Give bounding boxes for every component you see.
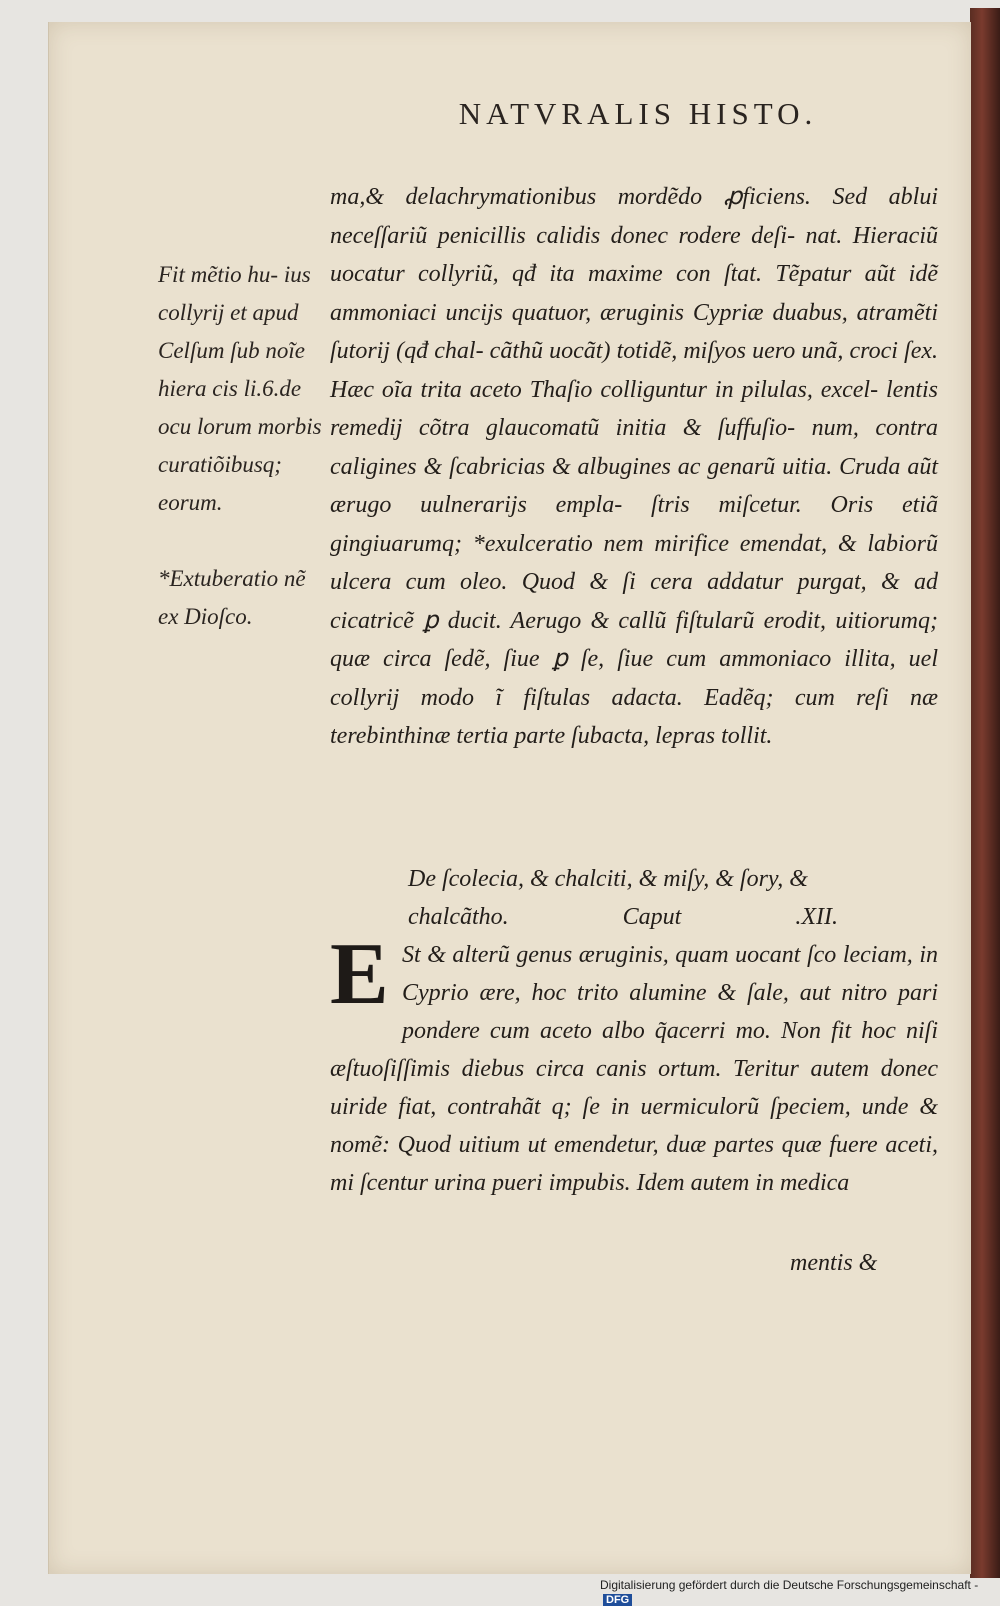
marginal-note-dioscorides: *Extuberatio nẽ ex Dioſco. bbox=[158, 566, 306, 629]
marginal-note-collyrium: Fit mẽtio hu- ius collyrij et apud Celſum ſub noĩe hiera cis li.6.de ocu lorum morbis curatiõibusq; eorum. bbox=[158, 262, 322, 515]
dfg-logo: DFG bbox=[603, 1594, 632, 1606]
caput-number: .XII. bbox=[795, 904, 838, 930]
chapter-body bbox=[330, 926, 938, 1202]
chapter-heading bbox=[408, 860, 938, 936]
caput-label: Caput bbox=[622, 904, 682, 930]
marginal-notes bbox=[158, 256, 328, 636]
chapter-body-text: St & alterũ genus æruginis, quam uocant ſco leciam, in Cyprio ære, hoc trito alumine & ſale, aut nitro pari pondere cum aceto albo q̃acerri mo. Non fit hoc niſi æſtuoſiſſimis diebus circa canis ortum. Teritur autem donec uiride fiat, contrahãt q; ſe in uermiculorũ ſpeciem, unde & nomẽ: Quod uitium ut emendetur, duæ partes quæ fuere aceti, mi ſcentur urina pueri impubis. Idem autem in medica bbox=[330, 942, 938, 1196]
digitization-credit bbox=[600, 1578, 1000, 1606]
running-head: NATVRALIS HISTO. bbox=[458, 96, 818, 131]
catchword: mentis & bbox=[790, 1250, 878, 1276]
credit-text: Digitalisierung gefördert durch die Deutsche Forschungsgemeinschaft - bbox=[600, 1578, 979, 1592]
drop-cap: E bbox=[330, 926, 389, 1023]
chapter-title-cont: chalcãtho. bbox=[408, 904, 509, 930]
chapter-caput-line bbox=[408, 898, 838, 936]
main-text-block: ma,& delachrymationibus mordẽdo ꝓficiens. Sed ablui neceſſariũ penicillis calidis donec rodere deſi- nat. Hieraciũ uocatur collyriũ, qđ ita maxime con ſtat. Tẽpatur aũt idẽ ammoniaci uncijs quatuor, æruginis Cypriæ duabus, atramẽti ſutorij (qđ chal- cãthũ uocãt) totidẽ, miſyos uero unã, croci ſex. Hæc oĩa trita aceto Thaſio colliguntur in pilulas, excel- lentis remedij cõtra glaucomatũ initia & ſuffuſio- num, contra caligines & ſcabricias & albugines ac genarũ uitia. Cruda aũt ærugo uulnerarijs empla- ſtris miſcetur. Oris etiã gingiuarumq; *exulceratio nem mirifice emendat, & labiorũ ulcera cum oleo. Quod & ſi cera addatur purgat, & ad cicatricẽ ꝑ ducit. Aerugo & callũ fiſtularũ erodit, uitiorumq; quæ circa ſedẽ, ſiue ꝑ ſe, ſiue cum ammoniaco illita, uel collyrij modo ĩ fiſtulas adacta. Eadẽq; cum reſi næ terebinthinæ tertia parte ſubacta, lepras tollit. bbox=[330, 184, 938, 749]
book-spine bbox=[970, 8, 1000, 1578]
chapter-title: De ſcolecia, & chalciti, & miſy, & ſory, & bbox=[408, 866, 808, 892]
